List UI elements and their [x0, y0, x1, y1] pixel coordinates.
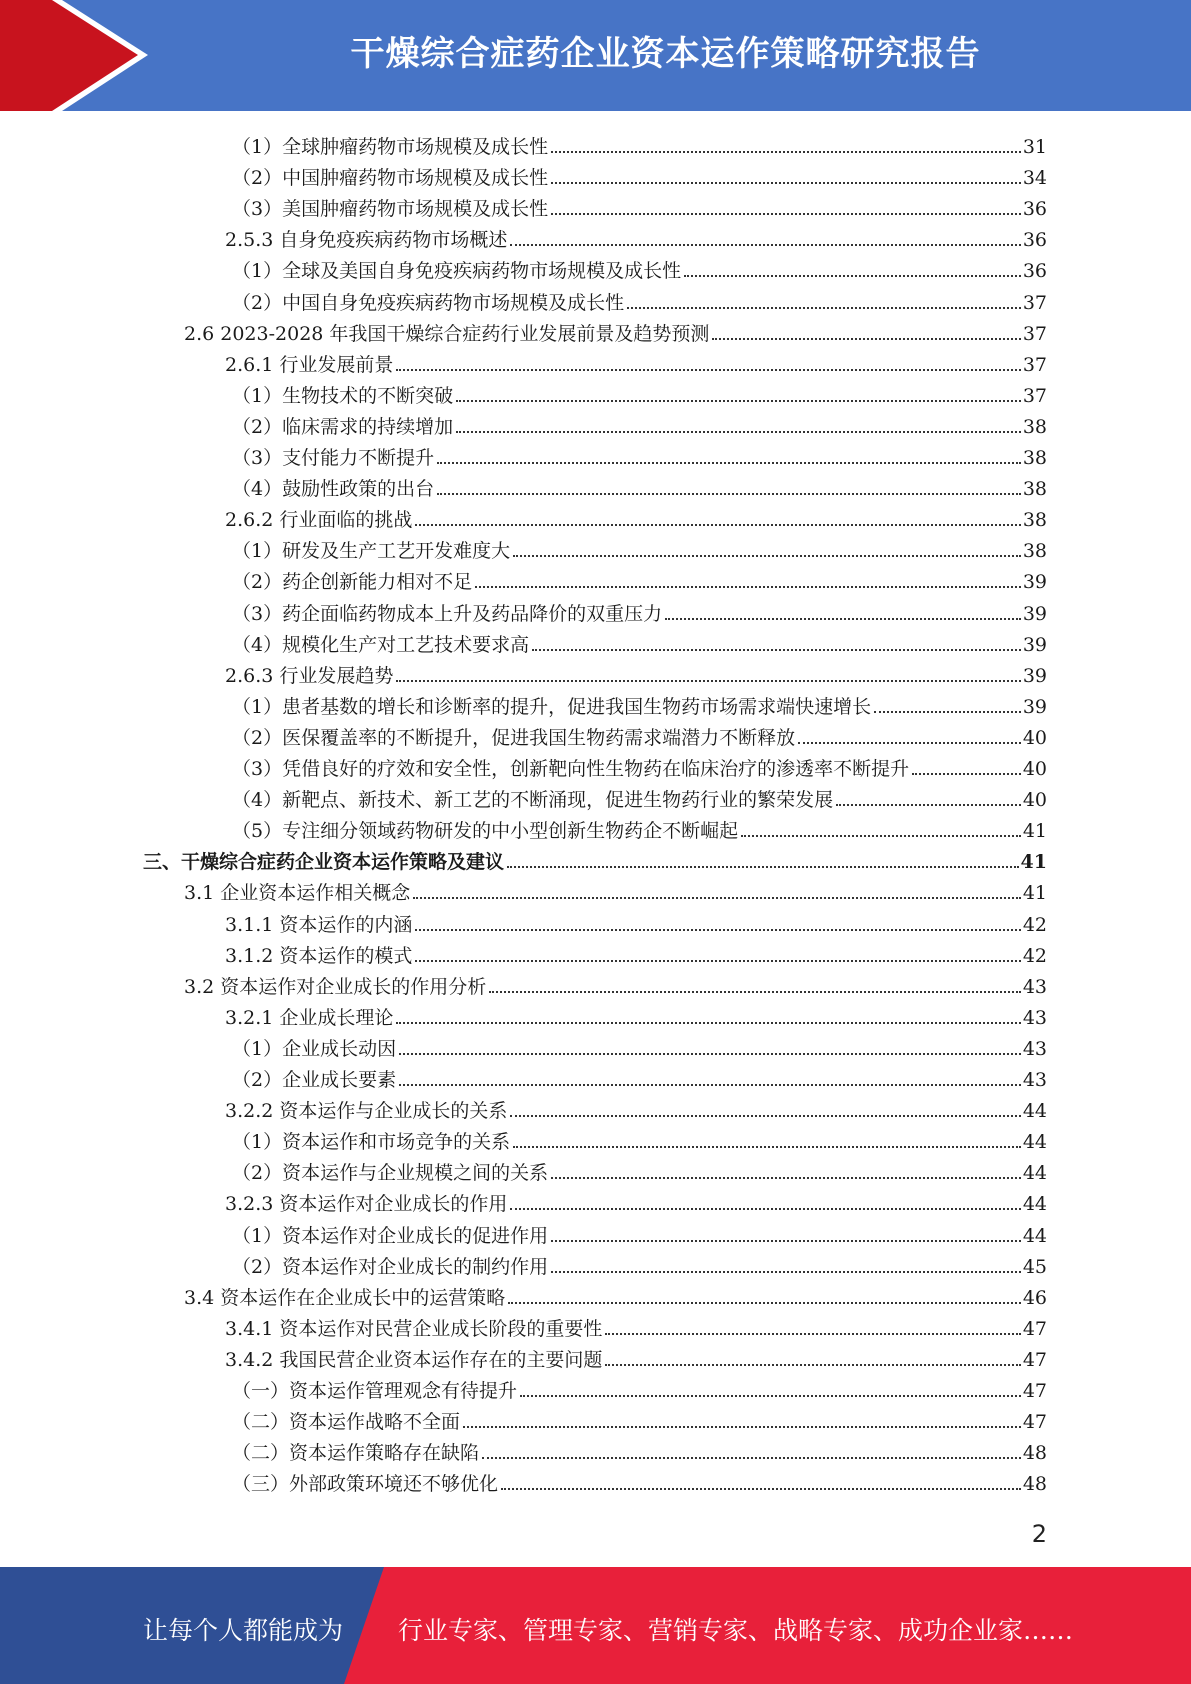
- toc-entry[interactable]: [225, 1341, 1047, 1372]
- toc-entry[interactable]: [232, 159, 1047, 190]
- toc-entry-title: （1）资本运作和市场竞争的关系: [232, 1131, 511, 1153]
- toc-dot-leader: [798, 742, 1021, 744]
- report-title: 干燥综合症药企业资本运作策略研究报告: [350, 34, 981, 74]
- toc-entry-title: 3.4 资本运作在企业成长中的运营策略: [184, 1287, 506, 1309]
- toc-dot-leader: [489, 991, 1021, 993]
- toc-entry[interactable]: [232, 284, 1047, 315]
- toc-entry-page: 41: [1022, 820, 1047, 842]
- page-footer: [0, 1567, 1191, 1684]
- toc-dot-leader: [456, 431, 1021, 433]
- toc-entry-page: 46: [1022, 1287, 1047, 1309]
- toc-entry-title: （二）资本运作战略不全面: [232, 1411, 461, 1433]
- toc-entry[interactable]: [225, 1310, 1047, 1341]
- toc-entry[interactable]: [232, 563, 1047, 594]
- toc-entry[interactable]: [232, 812, 1047, 843]
- toc-entry-page: 43: [1022, 1069, 1047, 1091]
- toc-entry[interactable]: [232, 1154, 1047, 1185]
- toc-entry[interactable]: [232, 408, 1047, 439]
- toc-entry-page: 38: [1022, 509, 1047, 531]
- footer-slogan: 让每个人都能成为: [143, 1616, 344, 1645]
- toc-dot-leader: [712, 338, 1020, 340]
- toc-dot-leader: [912, 773, 1021, 775]
- toc-entry-page: 37: [1022, 292, 1047, 314]
- toc-dot-leader: [551, 213, 1021, 215]
- toc-entry-title: 3.2 资本运作对企业成长的作用分析: [184, 976, 487, 998]
- toc-dot-leader: [551, 1177, 1021, 1179]
- toc-entry[interactable]: [225, 221, 1047, 252]
- toc-dot-leader: [551, 151, 1021, 153]
- toc-entry[interactable]: [232, 377, 1047, 408]
- toc-entry[interactable]: [232, 1217, 1047, 1248]
- toc-dot-leader: [508, 1302, 1021, 1304]
- header-chevron-icon: [0, 0, 160, 111]
- toc-entry[interactable]: [232, 688, 1047, 719]
- toc-entry-page: 48: [1022, 1473, 1047, 1495]
- toc-entry[interactable]: [232, 190, 1047, 221]
- toc-entry-page: 38: [1022, 416, 1047, 438]
- toc-entry-title: （2）资本运作对企业成长的制约作用: [232, 1256, 549, 1278]
- toc-entry-page: 37: [1022, 354, 1047, 376]
- toc-entry[interactable]: [184, 1279, 1047, 1310]
- toc-entry-page: 36: [1022, 198, 1047, 220]
- toc-entry-page: 44: [1022, 1100, 1047, 1122]
- toc-dot-leader: [475, 586, 1021, 588]
- toc-entry-title: （2）中国肿瘤药物市场规模及成长性: [232, 167, 549, 189]
- toc-entry-title: （1）研发及生产工艺开发难度大: [232, 540, 511, 562]
- toc-entry-title: （5）专注细分领域药物研发的中小型创新生物药企不断崛起: [232, 820, 739, 842]
- toc-entry-title: （4）新靶点、新技术、新工艺的不断涌现，促进生物药行业的繁荣发展: [232, 789, 834, 811]
- toc-entry-page: 44: [1022, 1131, 1047, 1153]
- toc-entry[interactable]: [225, 501, 1047, 532]
- toc-dot-leader: [437, 493, 1021, 495]
- toc-entry-title: （2）资本运作与企业规模之间的关系: [232, 1162, 549, 1184]
- toc-dot-leader: [456, 400, 1021, 402]
- toc-entry[interactable]: [232, 595, 1047, 626]
- toc-entry[interactable]: [232, 1465, 1047, 1496]
- toc-entry-page: 47: [1022, 1411, 1047, 1433]
- toc-entry-title: （1）患者基数的增长和诊断率的提升，促进我国生物药市场需求端快速增长: [232, 696, 872, 718]
- toc-entry-page: 44: [1022, 1225, 1047, 1247]
- toc-dot-leader: [415, 929, 1020, 931]
- toc-entry-page: 48: [1022, 1442, 1047, 1464]
- toc-entry-title: 3.1.1 资本运作的内涵: [225, 914, 413, 936]
- toc-dot-leader: [399, 1084, 1021, 1086]
- toc-dot-leader: [551, 1271, 1021, 1273]
- toc-entry-page: 39: [1022, 571, 1047, 593]
- toc-entry-page: 37: [1022, 385, 1047, 407]
- toc-entry-page: 40: [1022, 727, 1047, 749]
- toc-entry-page: 37: [1022, 323, 1047, 345]
- toc-entry[interactable]: [232, 532, 1047, 563]
- toc-dot-leader: [510, 1115, 1020, 1117]
- toc-entry-page: 39: [1022, 696, 1047, 718]
- toc-entry-title: （2）医保覆盖率的不断提升，促进我国生物药需求端潜力不断释放: [232, 727, 796, 749]
- toc-entry-page: 43: [1022, 976, 1047, 998]
- toc-entry[interactable]: [232, 439, 1047, 470]
- toc-entry[interactable]: [232, 128, 1047, 159]
- toc-entry-title: （3）美国肿瘤药物市场规模及成长性: [232, 198, 549, 220]
- toc-entry-title: （1）企业成长动因: [232, 1038, 397, 1060]
- toc-entry-page: 38: [1022, 478, 1047, 500]
- toc-entry[interactable]: [232, 1248, 1047, 1279]
- toc-entry-title: 3.2.3 资本运作对企业成长的作用: [225, 1193, 508, 1215]
- toc-entry-page: 41: [1020, 851, 1047, 873]
- toc-entry[interactable]: [225, 1092, 1047, 1123]
- toc-entry-page: 42: [1022, 914, 1047, 936]
- toc-entry-title: （1）资本运作对企业成长的促进作用: [232, 1225, 549, 1247]
- toc-dot-leader: [510, 244, 1020, 246]
- toc-dot-leader: [874, 711, 1021, 713]
- toc-entry-title: （1）生物技术的不断突破: [232, 385, 454, 407]
- toc-entry[interactable]: [232, 470, 1047, 501]
- toc-entry-page: 39: [1022, 603, 1047, 625]
- toc-dot-leader: [399, 1053, 1021, 1055]
- toc-dot-leader: [627, 307, 1021, 309]
- toc-entry[interactable]: [184, 315, 1047, 346]
- page-number: 2: [1031, 1520, 1047, 1548]
- toc-entry-page: 38: [1022, 447, 1047, 469]
- toc-entry[interactable]: [232, 750, 1047, 781]
- toc-entry-title: （2）中国自身免疫疾病药物市场规模及成长性: [232, 292, 625, 314]
- toc-entry-title: 2.6.3 行业发展趋势: [225, 665, 394, 687]
- toc-entry-title: 3.1 企业资本运作相关概念: [184, 882, 411, 904]
- toc-entry-title: （3）药企面临药物成本上升及药品降价的双重压力: [232, 603, 663, 625]
- toc-entry[interactable]: [143, 843, 1047, 874]
- toc-dot-leader: [551, 182, 1021, 184]
- toc-entry-title: 三、干燥综合症药企业资本运作策略及建议: [143, 851, 505, 873]
- toc-entry[interactable]: [232, 252, 1047, 283]
- toc-dot-leader: [605, 1333, 1020, 1335]
- toc-entry[interactable]: [225, 937, 1047, 968]
- toc-entry-title: （2）临床需求的持续增加: [232, 416, 454, 438]
- toc-dot-leader: [437, 462, 1021, 464]
- toc-entry[interactable]: [184, 874, 1047, 905]
- toc-dot-leader: [684, 275, 1021, 277]
- toc-entry-title: 2.6.1 行业发展前景: [225, 354, 394, 376]
- toc-entry-title: （3）凭借良好的疗效和安全性，创新靶向性生物药在临床治疗的渗透率不断提升: [232, 758, 910, 780]
- toc-dot-leader: [513, 555, 1021, 557]
- toc-entry[interactable]: [225, 906, 1047, 937]
- toc-dot-leader: [605, 1364, 1020, 1366]
- toc-entry-page: 39: [1022, 634, 1047, 656]
- toc-entry-title: （一）资本运作管理观念有待提升: [232, 1380, 518, 1402]
- toc-entry-title: （4）规模化生产对工艺技术要求高: [232, 634, 530, 656]
- toc-dot-leader: [507, 866, 1019, 868]
- toc-entry-page: 42: [1022, 945, 1047, 967]
- toc-entry[interactable]: [225, 1185, 1047, 1216]
- toc-dot-leader: [482, 1457, 1021, 1459]
- toc-entry-title: （1）全球肿瘤药物市场规模及成长性: [232, 136, 549, 158]
- toc-entry[interactable]: [225, 346, 1047, 377]
- toc-entry-title: （二）资本运作策略存在缺陷: [232, 1442, 480, 1464]
- toc-entry-page: 41: [1022, 882, 1047, 904]
- toc-entry[interactable]: [232, 1123, 1047, 1154]
- toc-entry[interactable]: [184, 968, 1047, 999]
- toc-dot-leader: [520, 1395, 1021, 1397]
- toc-entry[interactable]: [232, 1372, 1047, 1403]
- toc-entry-title: （4）鼓励性政策的出台: [232, 478, 435, 500]
- toc-entry-title: 3.1.2 资本运作的模式: [225, 945, 413, 967]
- toc-dot-leader: [532, 649, 1021, 651]
- toc-entry-title: （2）药企创新能力相对不足: [232, 571, 473, 593]
- toc-entry-page: 47: [1022, 1380, 1047, 1402]
- toc-entry[interactable]: [232, 1061, 1047, 1092]
- toc-entry-page: 44: [1022, 1193, 1047, 1215]
- toc-entry-title: 2.6.2 行业面临的挑战: [225, 509, 413, 531]
- toc-dot-leader: [413, 897, 1021, 899]
- toc-entry-page: 38: [1022, 540, 1047, 562]
- toc-entry-page: 43: [1022, 1038, 1047, 1060]
- toc-entry-title: （三）外部政策环境还不够优化: [232, 1473, 499, 1495]
- toc-entry[interactable]: [232, 626, 1047, 657]
- toc-dot-leader: [415, 960, 1020, 962]
- toc-dot-leader: [396, 680, 1020, 682]
- toc-entry-page: 40: [1022, 789, 1047, 811]
- toc-entry-title: 2.6 2023-2028 年我国干燥综合症药行业发展前景及趋势预测: [184, 323, 710, 345]
- footer-roles: 行业专家、管理专家、营销专家、战略专家、成功企业家……: [398, 1616, 1074, 1645]
- toc-entry-title: 3.2.1 企业成长理论: [225, 1007, 394, 1029]
- toc-dot-leader: [513, 1146, 1021, 1148]
- toc-dot-leader: [665, 618, 1021, 620]
- toc-entry[interactable]: [232, 1434, 1047, 1465]
- toc-dot-leader: [415, 524, 1020, 526]
- toc-entry[interactable]: [232, 1403, 1047, 1434]
- toc-entry[interactable]: [225, 999, 1047, 1030]
- toc-dot-leader: [510, 1208, 1020, 1210]
- page-header: [0, 0, 1191, 111]
- toc-dot-leader: [396, 1022, 1020, 1024]
- toc-dot-leader: [396, 369, 1020, 371]
- toc-entry-page: 39: [1022, 665, 1047, 687]
- toc-entry-page: 31: [1022, 136, 1047, 158]
- toc-entry-title: （2）企业成长要素: [232, 1069, 397, 1091]
- toc-entry-title: 3.4.2 我国民营企业资本运作存在的主要问题: [225, 1349, 603, 1371]
- toc-dot-leader: [463, 1426, 1021, 1428]
- toc-entry-page: 47: [1022, 1349, 1047, 1371]
- toc-entry-page: 36: [1022, 260, 1047, 282]
- toc-entry-title: 3.4.1 资本运作对民营企业成长阶段的重要性: [225, 1318, 603, 1340]
- toc-entry[interactable]: [232, 1030, 1047, 1061]
- toc-entry-title: （1）全球及美国自身免疫疾病药物市场规模及成长性: [232, 260, 682, 282]
- toc-entry-title: 3.2.2 资本运作与企业成长的关系: [225, 1100, 508, 1122]
- toc-entry-page: 40: [1022, 758, 1047, 780]
- toc-dot-leader: [741, 835, 1021, 837]
- toc-entry-title: （3）支付能力不断提升: [232, 447, 435, 469]
- toc-entry-page: 47: [1022, 1318, 1047, 1340]
- toc-entry-page: 44: [1022, 1162, 1047, 1184]
- toc-entry-page: 36: [1022, 229, 1047, 251]
- toc-entry[interactable]: [225, 657, 1047, 688]
- toc-dot-leader: [836, 804, 1021, 806]
- toc-entry-page: 34: [1022, 167, 1047, 189]
- toc-dot-leader: [551, 1240, 1021, 1242]
- toc-dot-leader: [501, 1488, 1021, 1490]
- toc-entry[interactable]: [232, 719, 1047, 750]
- toc-entry-page: 45: [1022, 1256, 1047, 1278]
- toc-entry-page: 43: [1022, 1007, 1047, 1029]
- toc-entry[interactable]: [232, 781, 1047, 812]
- toc-entry-title: 2.5.3 自身免疫疾病药物市场概述: [225, 229, 508, 251]
